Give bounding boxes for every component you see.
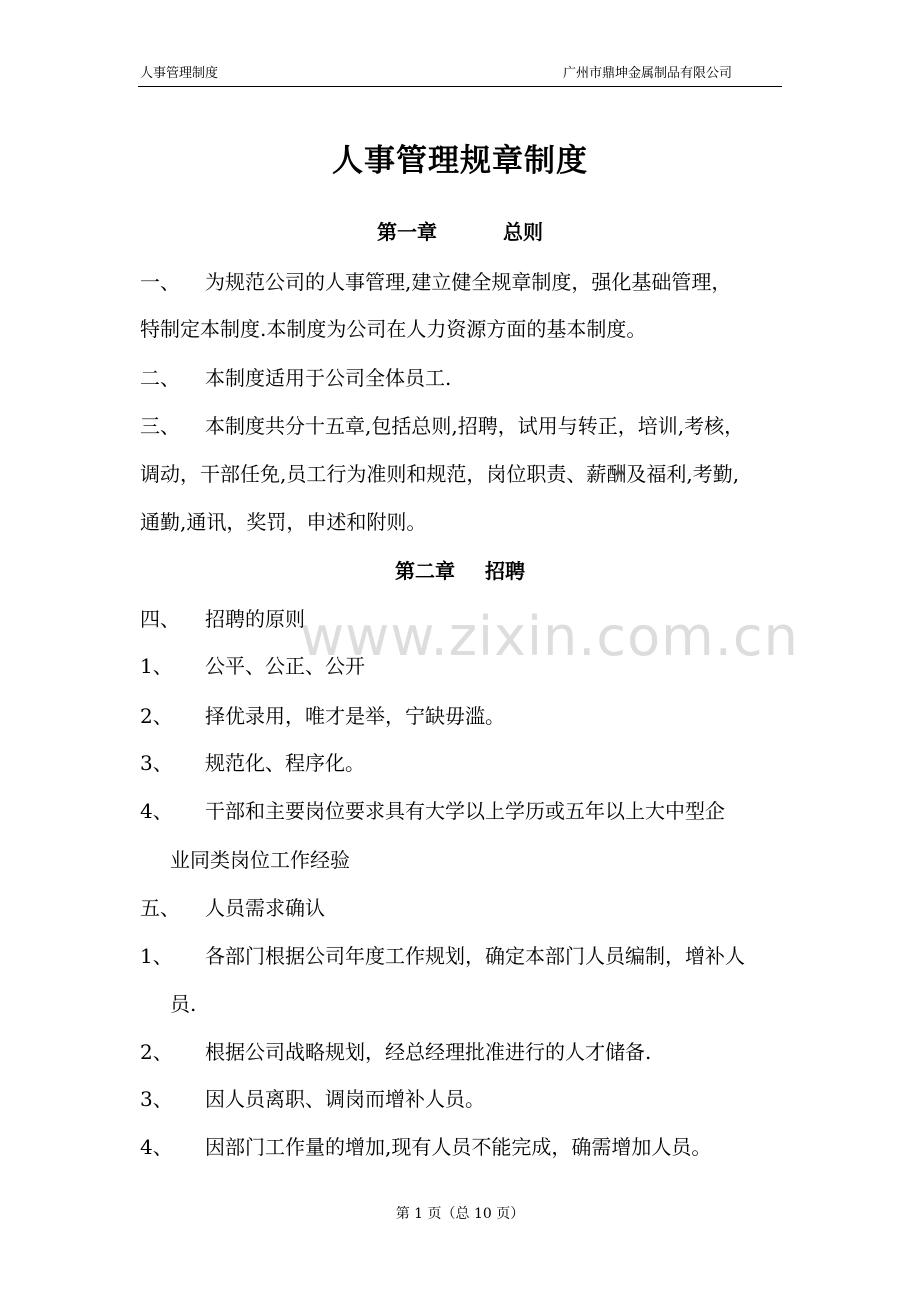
- chapter-1-name: 总则: [503, 220, 543, 244]
- principle-1-number: 1、: [140, 654, 173, 678]
- principle-2-number: 2、: [140, 704, 173, 728]
- need-2-text: 根据公司战略规划，经总经理批准进行的人才储备.: [205, 1040, 652, 1064]
- item-3-continuation-2: 通勤,通讯，奖罚，申述和附则。: [140, 510, 427, 534]
- item-3-number: 三、: [140, 414, 180, 438]
- section-5-number: 五、: [140, 896, 180, 920]
- need-3-text: 因人员离职、调岗而增补人员。: [205, 1087, 485, 1111]
- header-doc-title: 人事管理制度: [140, 66, 219, 81]
- principle-4-continuation: 业同类岗位工作经验: [170, 848, 350, 872]
- principle-1-text: 公平、公正、公开: [205, 654, 365, 678]
- item-2-number: 二、: [140, 366, 180, 390]
- principle-2-text: 择优录用，唯才是举，宁缺毋滥。: [205, 704, 505, 728]
- need-3-number: 3、: [140, 1087, 173, 1111]
- header-company-name: 广州市鼎坤金属制品有限公司: [562, 66, 732, 81]
- page-footer: 第 1 页（总 10 页）: [395, 1206, 525, 1222]
- item-3-text: 本制度共分十五章,包括总则,招聘，试用与转正，培训,考核，: [205, 414, 745, 438]
- need-2-number: 2、: [140, 1040, 173, 1064]
- principle-4-number: 4、: [140, 799, 173, 823]
- need-1-continuation: 员.: [170, 992, 197, 1016]
- section-4-text: 招聘的原则: [205, 607, 305, 631]
- chapter-1-heading: [0, 218, 920, 246]
- section-4-number: 四、: [140, 607, 180, 631]
- item-1-continuation: 特制定本制度.本制度为公司在人力资源方面的基本制度。: [140, 317, 647, 341]
- document-title: 人事管理规章制度: [332, 143, 588, 179]
- need-4-text: 因部门工作量的增加,现有人员不能完成，确需增加人员。: [205, 1135, 712, 1159]
- principle-4-text: 干部和主要岗位要求具有大学以上学历或五年以上大中型企: [205, 799, 725, 823]
- section-5-text: 人员需求确认: [205, 896, 325, 920]
- need-4-number: 4、: [140, 1135, 173, 1159]
- chapter-2-heading: [0, 557, 920, 585]
- chapter-2-number: 第二章: [395, 559, 455, 583]
- page-header: [138, 66, 782, 87]
- chapter-2-name: 招聘: [485, 559, 525, 583]
- watermark: www.zixin.com.cn: [300, 605, 799, 668]
- item-1-number: 一、: [140, 270, 180, 294]
- principle-3-number: 3、: [140, 751, 173, 775]
- need-1-text: 各部门根据公司年度工作规划，确定本部门人员编制，增补人: [205, 944, 745, 968]
- principle-3-text: 规范化、程序化。: [205, 751, 365, 775]
- item-3-continuation-1: 调动，干部任免,员工行为准则和规范，岗位职责、薪酬及福利,考勤,: [140, 462, 740, 486]
- item-2-text: 本制度适用于公司全体员工.: [205, 366, 452, 390]
- need-1-number: 1、: [140, 944, 173, 968]
- chapter-1-number: 第一章: [377, 220, 437, 244]
- item-1-text: 为规范公司的人事管理,建立健全规章制度，强化基础管理，: [205, 270, 732, 294]
